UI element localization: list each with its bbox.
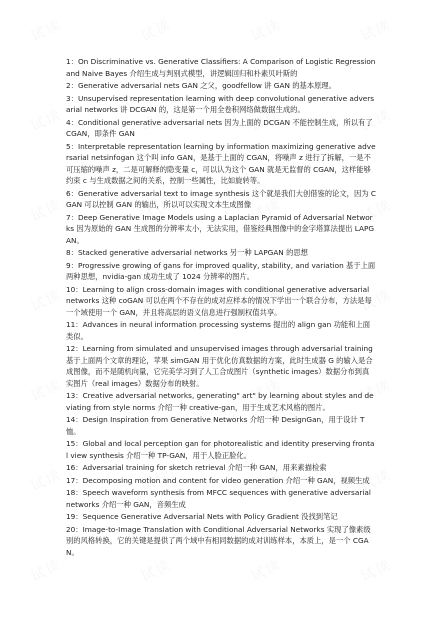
list-item: 12：Learning from simulated and unsupervised images through adversarial training 基于上面两个文章的理论，苹果 simGAN 用于优化仿真数据的方案，此时生成器 G 的输入是合成图像，而不是随机向量，它完美学习到了人工合成图片（synthetic images）数据分布到真实图片（real images）数据分布的映射。 bbox=[66, 344, 373, 388]
watermark-text bbox=[27, 104, 64, 136]
watermark-text bbox=[357, 554, 394, 586]
list-item: 11：Advances in neural information processing systems 提出的 align gan 功能和上面类似。 bbox=[66, 320, 371, 341]
watermark-text bbox=[247, 554, 284, 586]
list-item: 5：Interpretable representation learning by information maximizing generative adversarial netsinfogan 这个叫 info GAN，是基于上面的 CGAN，将噪声 z 进行了拆解，一是不可压缩的噪声 z，二是可解释的隐变量 c，可以认为这个 GAN 就是无监督的 CGAN，这样能够约束 c 与生成数据之间的关系，控制一些属性，比如旋转等。 bbox=[66, 141, 376, 185]
watermark-text bbox=[27, 194, 64, 226]
list-item: 18：Speech waveform synthesis from MFCC sequences with generative adversarial networks 介绍一种 GAN，音频生成 bbox=[66, 488, 371, 509]
list-item: 19：Sequence Generative Adversarial Nets with Policy Gradient 没找到笔记 bbox=[66, 512, 338, 521]
watermark-text bbox=[137, 14, 174, 46]
watermark-text bbox=[27, 284, 64, 316]
list-item: 7：Deep Generative Image Models using a Laplacian Pyramid of Adversarial Networks 因为原始的 GAN 生成图的分辨率太小，无法实用，借鉴经典图像中的金字塔算法提出 LAPGAN。 bbox=[66, 212, 375, 245]
list-item: 1：On Discriminative vs. Generative Classifiers: A Comparison of Logistic Regression and Naive Bayes 介绍生成与判别式模型，讲逻辑回归和朴素贝叶斯的 bbox=[66, 57, 376, 78]
list-item: 14：Design Inspiration from Generative Networks 介绍一种 DesignGan，用于设计 T 恤。 bbox=[66, 415, 365, 436]
list-item: 15：Global and local perception gan for photorealistic and identity preserving frontal view synthesis 介绍一种 TP-GAN，用于人脸正脸化。 bbox=[66, 439, 375, 460]
reading-list bbox=[66, 56, 376, 558]
list-item: 9：Progressive growing of gans for improved quality, stability, and variation 基于上面两种思想，nvidia-gan 成功生成了 1024 分辨率的图片。 bbox=[66, 260, 376, 281]
watermark-text bbox=[27, 14, 64, 46]
watermark-text bbox=[27, 374, 64, 406]
watermark-text bbox=[357, 14, 394, 46]
watermark-text bbox=[27, 554, 64, 586]
list-item: 17：Decomposing motion and content for video generation 介绍一种 GAN，视频生成 bbox=[66, 475, 370, 485]
list-item: 6：Generative adversarial text to image synthesis 这个就是我们大创借鉴的论文，因为 CGAN 可以控制 GAN 的输出，所以可以实现文本生成图像 bbox=[66, 188, 376, 209]
list-item: 3：Unsupervised representation learning with deep convolutional generative adversarial networks 讲 DCGAN 的，这是第一个用全卷积网络做数据生成的。 bbox=[66, 93, 375, 114]
watermark-text bbox=[137, 554, 174, 586]
list-item: 8：Stacked generative adversarial networks 另一种 LAPGAN 的思想 bbox=[66, 248, 308, 257]
watermark-text bbox=[247, 14, 284, 46]
list-item: 20：Image-to-Image Translation with Conditional Adversarial Networks 实现了像素级别的风格转换，它的关键是提供了两个域中有相同数据的成对训练样本，本质上，是一个 CGAN。 bbox=[66, 524, 371, 557]
list-item: 16：Adversarial training for sketch retrieval 介绍一种 GAN，用来素描检索 bbox=[66, 463, 327, 472]
list-item: 13：Creative adversarial networks, generating" art" by learning about styles and deviating from style norms 介绍一种 creative-gan，用于生成艺术风格的图片。 bbox=[66, 391, 374, 412]
list-item: 2：Generative adversarial nets GAN 之父，goodfellow 讲 GAN 的基本原理。 bbox=[66, 81, 337, 90]
watermark-text bbox=[27, 464, 64, 496]
list-item: 4：Conditional generative adversarial nets 因为上面的 DCGAN 不能控制生成，所以有了 CGAN，即条件 GAN bbox=[66, 117, 373, 138]
list-item: 10：Learning to align cross-domain images with conditional generative adversarial networks 这种 coGAN 可以在两个不存在的成对应样本的情况下学出一个联合分布，方法是每一个域使用一个 GAN，并且将高层的语义信息进行强制权值共享。 bbox=[66, 284, 372, 317]
